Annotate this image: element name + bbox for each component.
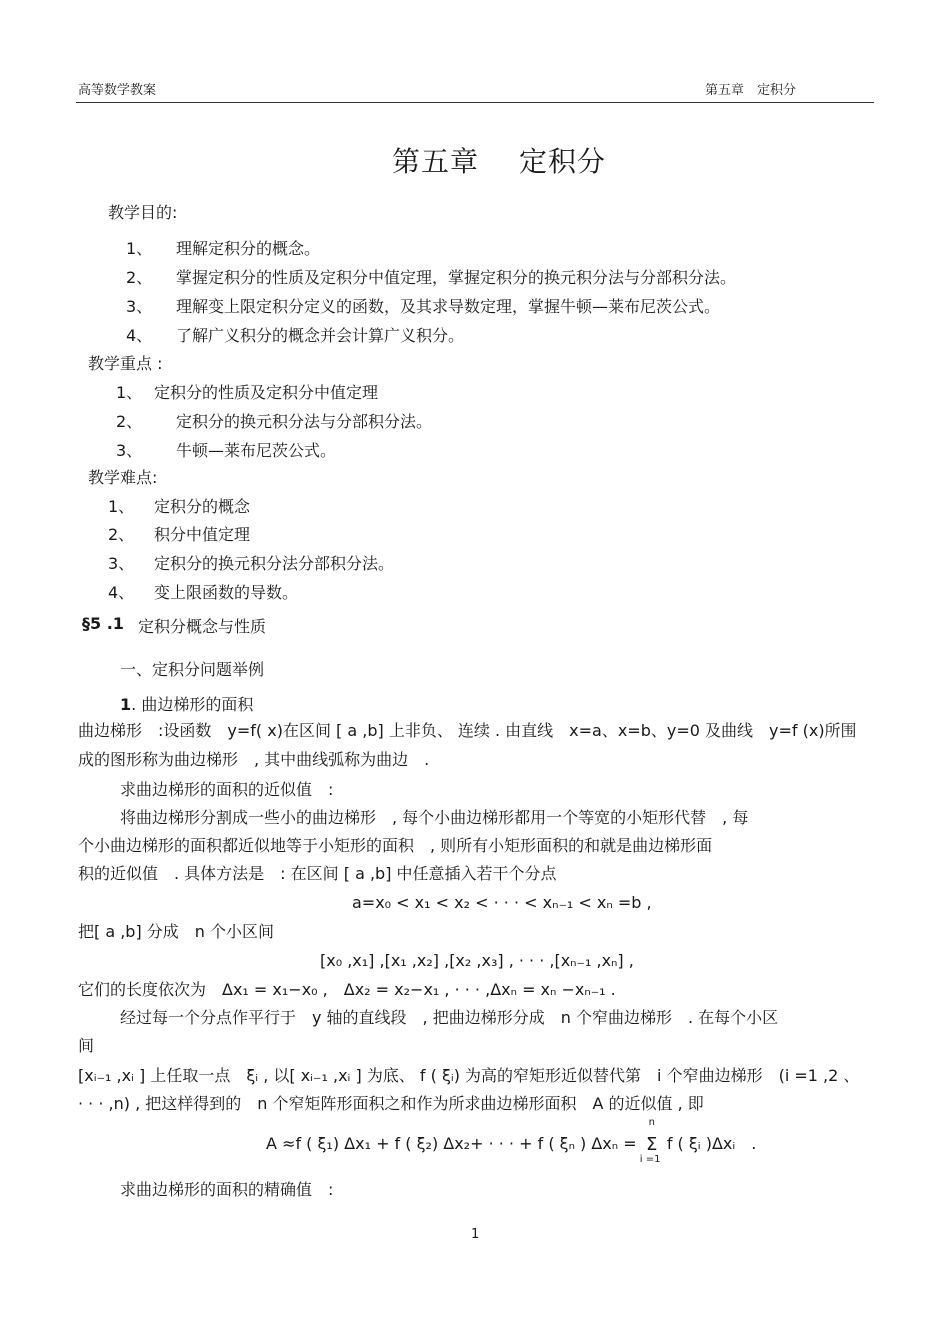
- key-point-num-2: 2、: [116, 412, 143, 431]
- difficulty-text-2: 积分中值定理: [154, 525, 251, 544]
- formula-riemann-sum: [266, 1117, 757, 1165]
- chapter-title: [392, 140, 606, 180]
- paragraph-method-line1: 将曲边梯形分割成一些小的曲边梯形 , 每个小曲边梯形都用一个等宽的小矩形代替 , 每: [120, 808, 749, 827]
- difficulty-text-4: 变上限函数的导数。: [154, 583, 299, 602]
- difficulty-num-3: 3、: [108, 554, 135, 573]
- objective-num-3: 3、: [126, 297, 153, 316]
- paragraph-sample-line2: · · · ,n) , 把这样得到的 n 个窄矩阵形面积之和作为所求曲边梯形面积 A 的近似值 , 即: [78, 1094, 704, 1113]
- subsection-heading: 一、定积分问题举例: [120, 660, 265, 679]
- paragraph-strips-line2: 间: [78, 1036, 95, 1055]
- page-number: 1: [471, 1227, 480, 1242]
- key-point-num-3: 3、: [116, 441, 143, 460]
- sum-operator: [639, 1117, 662, 1165]
- paragraph-approx-heading: 求曲边梯形的面积的近似值 :: [120, 780, 334, 799]
- section-title: 定积分概念与性质: [138, 617, 267, 636]
- paragraph-strips-line1: 经过每一个分点作平行于 y 轴的直线段 , 把曲边梯形分成 n 个窄曲边梯形 . 在每个小区: [120, 1008, 779, 1027]
- paragraph-definition-line2: 成的图形称为曲边梯形 , 其中曲线弧称为曲边 .: [78, 750, 430, 769]
- formula-subintervals: [x₀ ,x₁] ,[x₁ ,x₂] ,[x₂ ,x₃] , · · · ,[xₙ₋₁ ,xₙ] ,: [320, 951, 634, 970]
- objective-text-4: 了解广义积分的概念并会计算广义积分。: [176, 326, 465, 345]
- subsubsection-title: . 曲边梯形的面积: [131, 695, 254, 714]
- header-left: 高等数学教案: [78, 83, 157, 98]
- key-point-text-2: 定积分的换元积分法与分部积分法。: [176, 412, 433, 431]
- key-point-text-1: 定积分的性质及定积分中值定理: [154, 383, 379, 402]
- paragraph-method-line3: 积的近似值 . 具体方法是 : 在区间 [ a ,b] 中任意插入若干个分点: [78, 864, 557, 883]
- key-point-num-1: 1、: [116, 383, 143, 402]
- paragraph-definition-line1: 曲边梯形 :设函数 y=f( x)在区间 [ a ,b] 上非负、 连续 . 由直线 x=a、x=b、y=0 及曲线 y=f (x)所围: [78, 721, 857, 740]
- paragraph-sample-line1: [xᵢ₋₁ ,xᵢ ] 上任取一点 ξᵢ , 以[ xᵢ₋₁ ,xᵢ ] 为底、 f ( ξᵢ) 为高的窄矩形近似替代第 i 个窄曲边梯形 (i =1 ,2 、: [78, 1066, 860, 1085]
- chapter-subject: 定积分: [519, 145, 607, 178]
- section-number: §5 .1: [82, 614, 124, 633]
- difficulty-text-1: 定积分的概念: [154, 497, 251, 516]
- header-rule: [76, 102, 874, 103]
- paragraph-lengths: 它们的长度依次为 Δx₁ = x₁−x₀ , Δx₂ = x₂−x₁ , · · · ,Δxₙ = xₙ −xₙ₋₁ .: [78, 980, 616, 999]
- key-point-text-3: 牛顿—莱布尼茨公式。: [176, 441, 337, 460]
- sum-lower-limit: i =1: [639, 1154, 661, 1165]
- objective-num-4: 4、: [126, 326, 153, 345]
- objective-text-2: 掌握定积分的性质及定积分中值定理，掌握定积分的换元积分法与分部积分法。: [176, 268, 737, 287]
- subsubsection-number: 1: [120, 695, 132, 714]
- difficulty-num-1: 1、: [108, 497, 135, 516]
- subsubsection-heading: [120, 692, 253, 715]
- formula-riemann-main: A ≈f ( ξ₁) Δx₁ + f ( ξ₂) Δx₂+ · · · + f ( ξₙ ) Δxₙ =: [266, 1134, 637, 1153]
- objective-num-2: 2、: [126, 268, 153, 287]
- formula-riemann-tail: f ( ξᵢ )Δxᵢ .: [666, 1134, 757, 1153]
- difficulty-num-2: 2、: [108, 525, 135, 544]
- difficulties-heading: 教学难点:: [88, 468, 158, 487]
- difficulty-num-4: 4、: [108, 583, 135, 602]
- chapter-number: 第五章: [392, 145, 480, 178]
- key-points-heading: 教学重点 :: [88, 354, 163, 373]
- objective-text-3: 理解变上限定积分定义的函数，及其求导数定理，掌握牛顿—莱布尼茨公式。: [176, 297, 721, 316]
- difficulty-text-3: 定积分的换元积分法分部积分法。: [154, 554, 395, 573]
- paragraph-method-line2: 个小曲边梯形的面积都近似地等于小矩形的面积 , 则所有小矩形面积的和就是曲边梯形面: [78, 836, 713, 855]
- paragraph-exact-heading: 求曲边梯形的面积的精确值 :: [120, 1180, 334, 1199]
- objective-num-1: 1、: [126, 239, 153, 258]
- formula-partition-points: a=x₀ < x₁ < x₂ < · · · < xₙ₋₁ < xₙ =b ,: [352, 893, 652, 912]
- objective-text-1: 理解定积分的概念。: [176, 239, 321, 258]
- objectives-heading: 教学目的:: [108, 203, 178, 222]
- sum-upper-limit: n: [648, 1117, 655, 1128]
- header-right: 第五章 定积分: [705, 83, 797, 98]
- sum-symbol: Σ: [646, 1134, 658, 1155]
- paragraph-subintervals: 把[ a ,b] 分成 n 个小区间: [78, 922, 275, 941]
